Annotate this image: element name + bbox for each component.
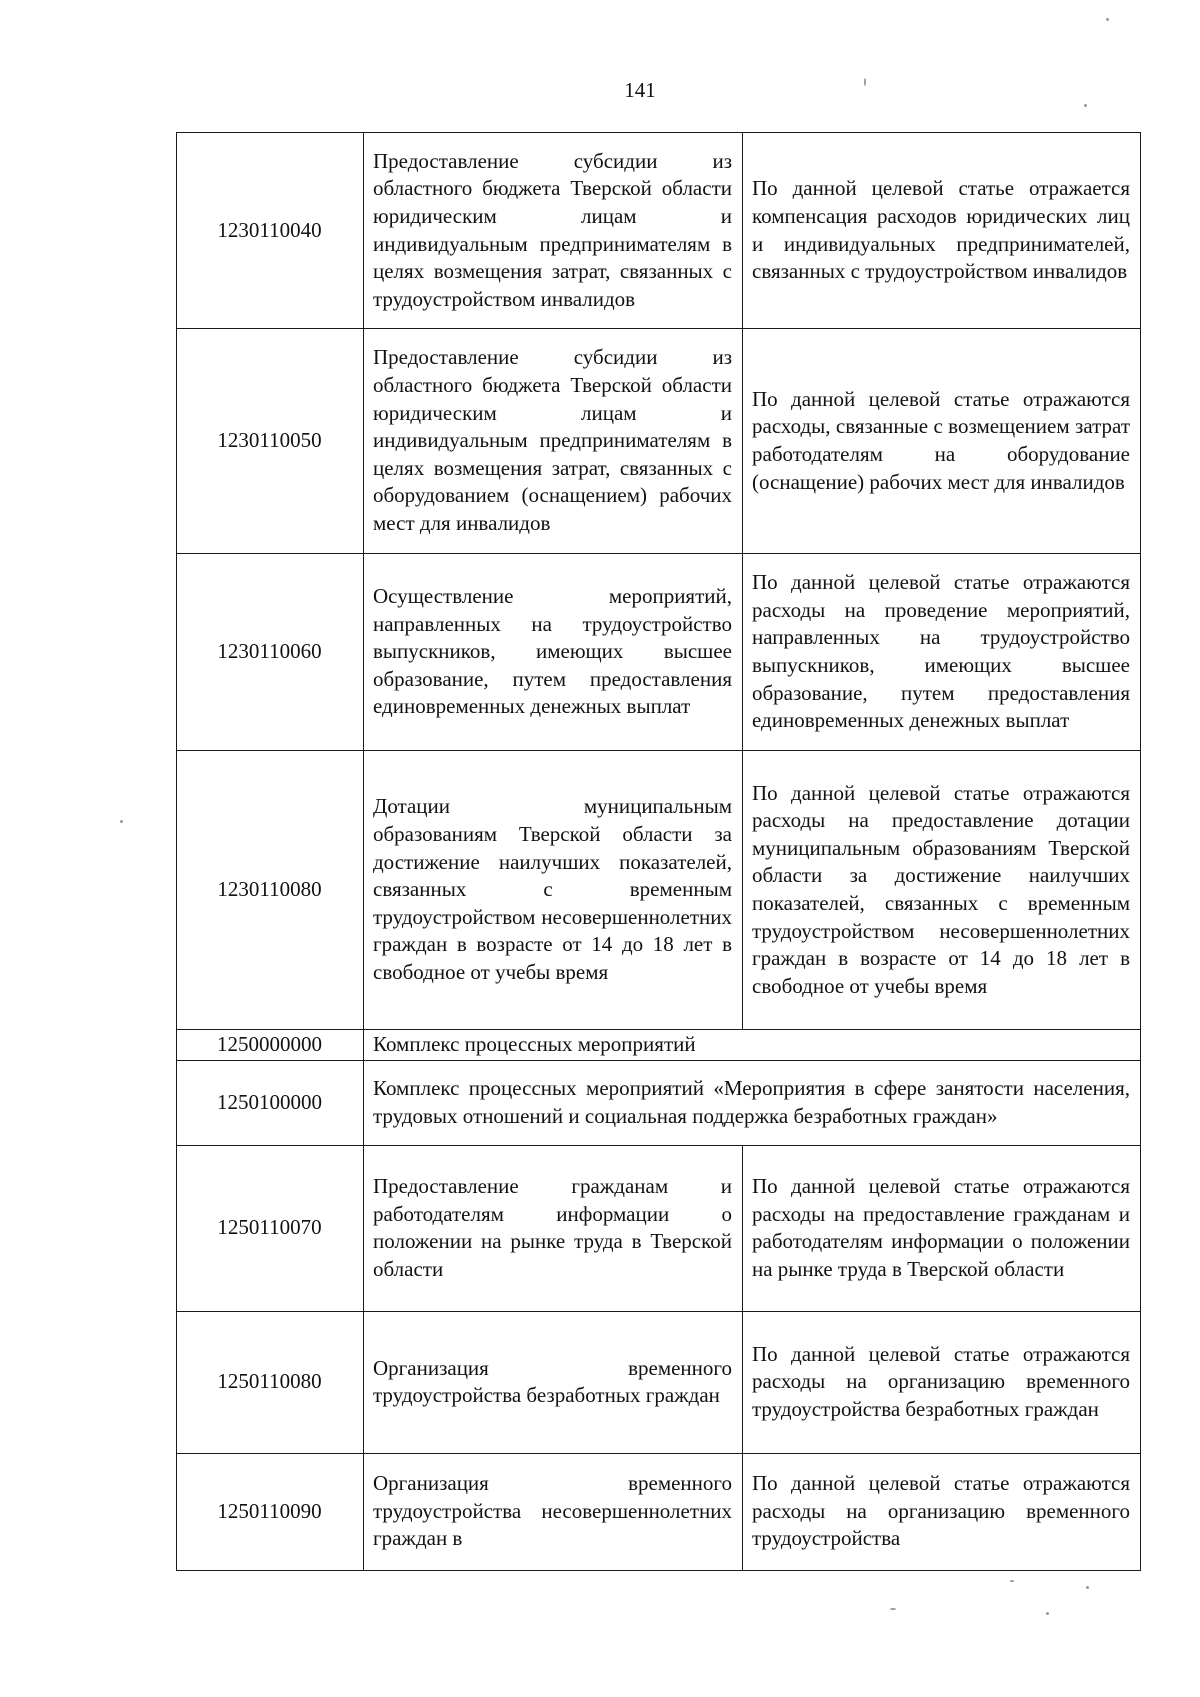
row-name: Организация временного трудоустройства несовершеннолетних граждан в <box>364 1453 743 1570</box>
scan-speck <box>1086 1586 1089 1589</box>
row-description: По данной целевой статье отражаются расходы на проведение мероприятий, направленных на трудоустройство выпускников, имеющих высшее образование, путем предоставления единовременных денежных выплат <box>743 554 1141 751</box>
row-code: 1230110080 <box>177 751 364 1030</box>
table-row <box>177 1145 1141 1311</box>
row-code: 1230110050 <box>177 329 364 554</box>
row-code: 1250100000 <box>177 1060 364 1145</box>
row-code: 1250110080 <box>177 1311 364 1453</box>
row-code: 1230110040 <box>177 133 364 329</box>
scan-speck <box>1046 1612 1049 1615</box>
table-row <box>177 1311 1141 1453</box>
table-row <box>177 1453 1141 1570</box>
row-name: Осуществление мероприятий, направленных на трудоустройство выпускников, имеющих высшее образование, путем предоставления единовременных денежных выплат <box>364 554 743 751</box>
budget-classification-table <box>176 132 1141 1571</box>
scan-speck <box>890 1608 896 1610</box>
row-code: 1250110090 <box>177 1453 364 1570</box>
table-row <box>177 554 1141 751</box>
table-row <box>177 751 1141 1030</box>
row-description: По данной целевой статье отражается компенсация расходов юридических лиц и индивидуальных предпринимателей, связанных с трудоустройством инвалидов <box>743 133 1141 329</box>
row-code: 1250110070 <box>177 1145 364 1311</box>
scan-speck <box>1010 1580 1014 1582</box>
scan-speck <box>120 820 123 823</box>
scan-speck <box>1106 18 1109 21</box>
row-code: 1230110060 <box>177 554 364 751</box>
page-number: 141 <box>624 78 656 102</box>
row-section-title: Комплекс процессных мероприятий <box>364 1030 1141 1061</box>
row-name: Дотации муниципальным образованиям Тверской области за достижение наилучших показателей, связанных с временным трудоустройством несовершеннолетних граждан в возрасте от 14 до 18 лет в свободное от учебы время <box>364 751 743 1030</box>
table-row <box>177 133 1141 329</box>
row-name: Организация временного трудоустройства безработных граждан <box>364 1311 743 1453</box>
row-description: По данной целевой статье отражаются расходы на организацию временного трудоустройства безработных граждан <box>743 1311 1141 1453</box>
table-row <box>177 1030 1141 1061</box>
row-code: 1250000000 <box>177 1030 364 1061</box>
row-description: По данной целевой статье отражаются расходы, связанные с возмещением затрат работодателям на оборудование (оснащение) рабочих мест для инвалидов <box>743 329 1141 554</box>
row-description: По данной целевой статье отражаются расходы на организацию временного трудоустройства <box>743 1453 1141 1570</box>
row-name: Предоставление субсидии из областного бюджета Тверской области юридическим лицам и индивидуальным предпринимателям в целях возмещения затрат, связанных с трудоустройством инвалидов <box>364 133 743 329</box>
table-row <box>177 1060 1141 1145</box>
row-description: По данной целевой статье отражаются расходы на предоставление гражданам и работодателям информации о положении на рынке труда в Тверской области <box>743 1145 1141 1311</box>
scan-speck <box>864 78 866 86</box>
row-name: Предоставление субсидии из областного бюджета Тверской области юридическим лицам и индивидуальным предпринимателям в целях возмещения затрат, связанных с оборудованием (оснащением) рабочих мест для инвалидов <box>364 329 743 554</box>
table-row <box>177 329 1141 554</box>
row-section-title: Комплекс процессных мероприятий «Мероприятия в сфере занятости населения, трудовых отношений и социальная поддержка безработных граждан» <box>364 1060 1141 1145</box>
row-description: По данной целевой статье отражаются расходы на предоставление дотации муниципальным образованиям Тверской области за достижение наилучших показателей, связанных с временным трудоустройством несовершеннолетних граждан в возрасте от 14 до 18 лет в свободное от учебы время <box>743 751 1141 1030</box>
row-name: Предоставление гражданам и работодателям информации о положении на рынке труда в Тверской области <box>364 1145 743 1311</box>
scan-speck <box>1084 104 1087 107</box>
